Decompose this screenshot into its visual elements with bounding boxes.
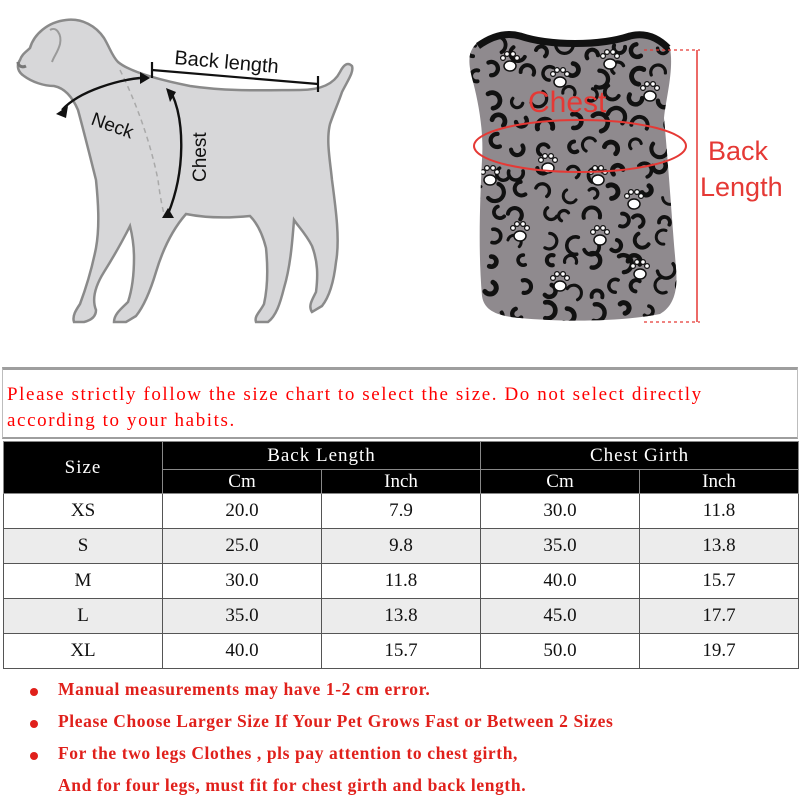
back-cm-cell: 35.0 <box>163 599 322 634</box>
size-cell: L <box>4 599 163 634</box>
chest-girth-header: Chest Girth <box>481 442 799 470</box>
back-inch-cell: 15.7 <box>322 634 481 669</box>
back-length-header: Back Length <box>163 442 481 470</box>
size-cell: M <box>4 564 163 599</box>
chest-inch-cell: 15.7 <box>640 564 799 599</box>
back-cm-cell: 20.0 <box>163 494 322 529</box>
bullet-dot-icon <box>30 688 38 696</box>
size-cell: S <box>4 529 163 564</box>
back-inch-cell: 7.9 <box>322 494 481 529</box>
back-inch-header: Inch <box>322 470 481 494</box>
size-chart-table <box>3 441 799 669</box>
table-row <box>4 634 799 669</box>
chest-inch-cell: 19.7 <box>640 634 799 669</box>
bullet-dot-icon <box>30 720 38 728</box>
garment-illustration <box>440 0 800 340</box>
note-item: Please Choose Larger Size If Your Pet Grows Fast or Between 2 Sizes <box>58 711 614 731</box>
note-item: And for four legs, must fit for chest girth and back length. <box>58 775 527 795</box>
size-column-header: Size <box>4 442 163 494</box>
chest-cm-cell: 35.0 <box>481 529 640 564</box>
chest-inch-cell: 11.8 <box>640 494 799 529</box>
chest-inch-cell: 17.7 <box>640 599 799 634</box>
table-row <box>4 599 799 634</box>
back-length-label: Back length <box>173 47 280 79</box>
notes-list <box>0 673 800 800</box>
size-cell: XL <box>4 634 163 669</box>
size-notice-text: Please strictly follow the size chart to select the size. Do not select directly according to your habits. <box>7 384 703 431</box>
size-notice <box>2 367 798 439</box>
table-row <box>4 494 799 529</box>
garment-length-label: Length <box>700 172 783 202</box>
back-inch-cell: 11.8 <box>322 564 481 599</box>
chest-inch-header: Inch <box>640 470 799 494</box>
back-inch-cell: 9.8 <box>322 529 481 564</box>
size-cell: XS <box>4 494 163 529</box>
chest-cm-cell: 40.0 <box>481 564 640 599</box>
note-item: Manual measurements may have 1-2 cm error. <box>58 679 431 699</box>
neck-label: Neck <box>88 108 137 144</box>
chest-label: Chest <box>190 132 211 182</box>
back-cm-header: Cm <box>163 470 322 494</box>
back-cm-cell: 40.0 <box>163 634 322 669</box>
chest-cm-cell: 45.0 <box>481 599 640 634</box>
chest-inch-cell: 13.8 <box>640 529 799 564</box>
chest-cm-cell: 30.0 <box>481 494 640 529</box>
back-cm-cell: 25.0 <box>163 529 322 564</box>
back-inch-cell: 13.8 <box>322 599 481 634</box>
note-item: For the two legs Clothes , pls pay attention to chest girth, <box>58 743 519 763</box>
garment-chest-label: Chest <box>528 86 607 119</box>
table-row <box>4 529 799 564</box>
table-row <box>4 564 799 599</box>
back-cm-cell: 30.0 <box>163 564 322 599</box>
chest-cm-header: Cm <box>481 470 640 494</box>
bullet-dot-icon <box>30 752 38 760</box>
dog-measurement-diagram <box>0 0 370 340</box>
garment-back-label: Back <box>708 136 769 166</box>
chest-cm-cell: 50.0 <box>481 634 640 669</box>
